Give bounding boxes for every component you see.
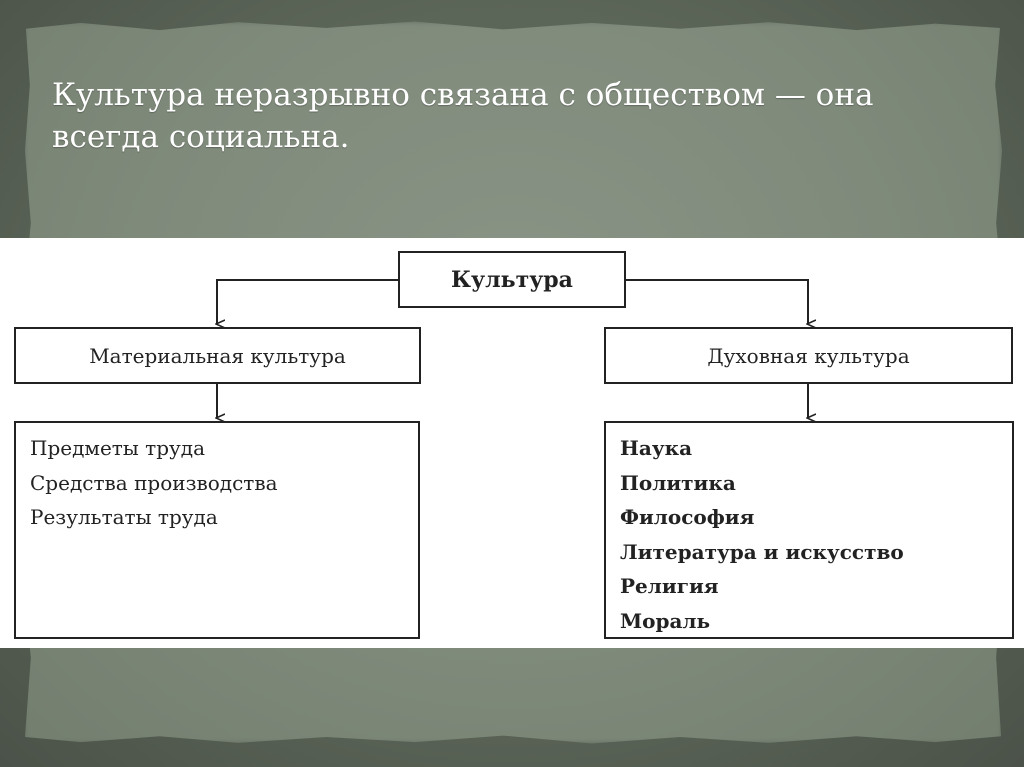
list-item: Литература и искусство [620,539,904,564]
root-node-culture [398,251,626,308]
list-item: Мораль [620,608,711,633]
slide-heading: Культура неразрывно связана с обществом — она всегда социальна. [52,77,874,155]
list-item: Предметы труда [30,436,205,460]
root-node-label: Культура [451,266,573,293]
node-spiritual-culture-label: Духовная культура [707,343,910,368]
list-item: Средства производства [30,470,278,495]
spiritual-culture-list [604,421,1014,639]
connector-root-to-spiritual [626,280,808,324]
list-item: Политика [620,470,736,495]
node-material-culture [14,327,421,384]
list-item: Религия [620,574,719,598]
list-item: Наука [620,436,693,460]
connector-root-to-material [217,280,398,324]
list-item: Результаты труда [30,505,218,529]
node-material-culture-label: Материальная культура [89,343,346,368]
node-spiritual-culture [604,327,1013,384]
culture-diagram [0,238,1024,648]
material-culture-list [14,421,420,639]
list-item: Философия [620,505,755,529]
